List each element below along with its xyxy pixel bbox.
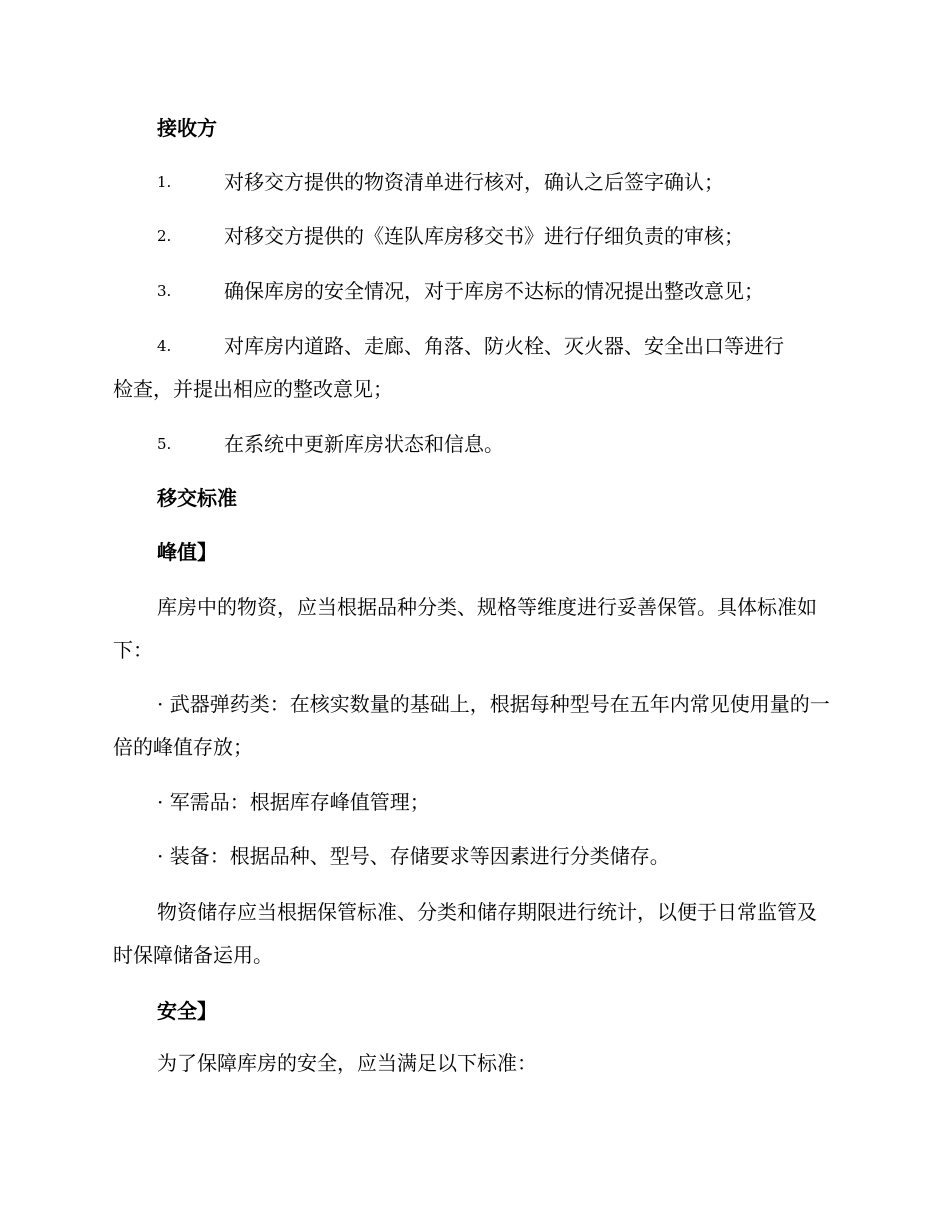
item-number: 4.	[157, 337, 172, 355]
safety-intro-paragraph: 为了保障库房的安全，应当满足以下标准：	[157, 1051, 537, 1075]
item-text: 对移交方提供的《连队库房移交书》进行仔细负责的审核；	[224, 224, 744, 248]
safety-heading: 安全】	[157, 999, 217, 1023]
item-number: 2.	[157, 227, 172, 245]
item-text: 在系统中更新库房状态和信息。	[224, 432, 504, 456]
bullet-weapons: · 武器弹药类：在核实数量的基础上，根据每种型号在五年内常见使用量的一倍的峰值存放；	[113, 692, 830, 759]
item-text: 对库房内道路、走廊、角落、防火栓、灭火器、安全出口等进行	[224, 334, 784, 358]
item-text-continued: 检查，并提出相应的整改意见；	[113, 377, 393, 401]
peak-heading: 峰值】	[157, 540, 217, 564]
peak-intro-paragraph: 库房中的物资，应当根据品种分类、规格等维度进行妥善保管。具体标准如下：	[113, 595, 817, 662]
receiver-heading: 接收方	[157, 116, 217, 140]
item-number: 3.	[157, 282, 172, 300]
item-number: 5.	[157, 435, 172, 453]
item-number: 1.	[157, 173, 172, 191]
bullet-equipment: · 装备：根据品种、型号、存储要求等因素进行分类储存。	[157, 844, 670, 868]
item-text: 确保库房的安全情况，对于库房不达标的情况提出整改意见；	[224, 279, 764, 303]
standard-heading: 移交标准	[157, 486, 237, 510]
bullet-supplies: · 军需品：根据库存峰值管理；	[157, 790, 430, 814]
storage-paragraph: 物资储存应当根据保管标准、分类和储存期限进行统计，以便于日常监管及时保障储备运用。	[113, 900, 817, 967]
item-text: 对移交方提供的物资清单进行核对，确认之后签字确认；	[224, 170, 724, 194]
